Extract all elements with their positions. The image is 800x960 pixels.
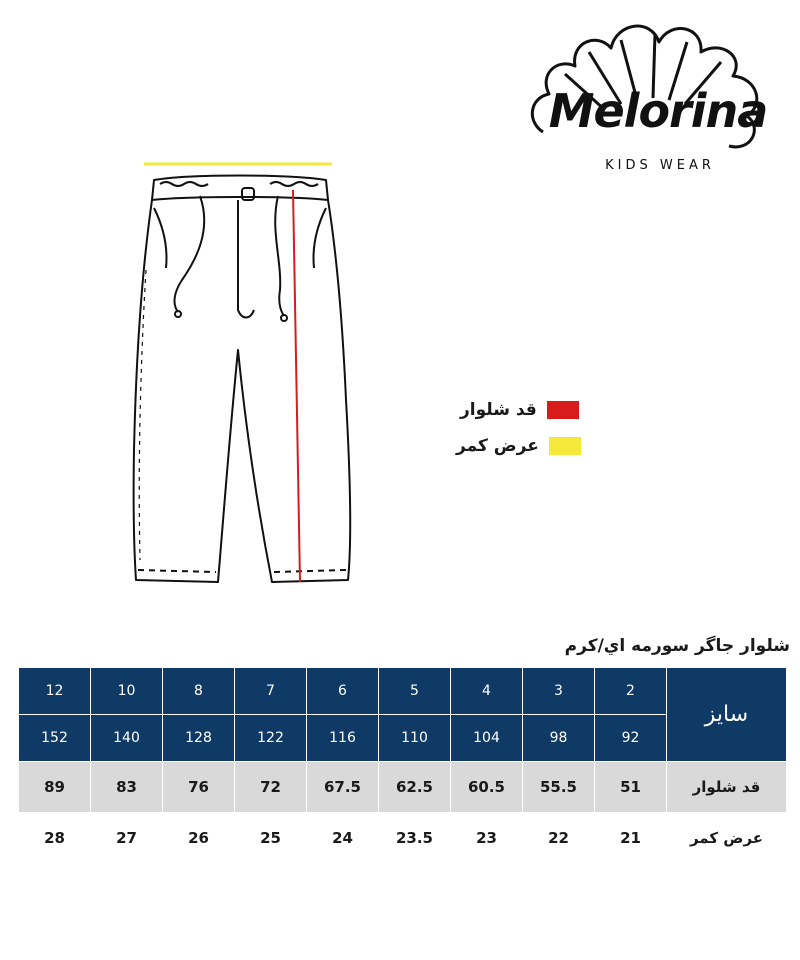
height-cell: 110 [379,715,451,762]
waist-cell: 22 [523,813,595,864]
waist-cell: 23.5 [379,813,451,864]
waist-cell: 25 [235,813,307,864]
size-header-label: سایز [667,668,787,762]
size-cell: 2 [595,668,667,715]
waist-cell: 23 [451,813,523,864]
length-cell: 76 [163,762,235,813]
legend-swatch-yellow [549,437,581,455]
size-cell: 12 [19,668,91,715]
length-cell: 55.5 [523,762,595,813]
table-row-waist [19,813,787,864]
height-cell: 128 [163,715,235,762]
legend-label-waist: عرض کمر [456,436,539,456]
height-cell: 140 [91,715,163,762]
length-cell: 62.5 [379,762,451,813]
height-cell: 104 [451,715,523,762]
waist-cell: 26 [163,813,235,864]
pants-diagram-icon [120,150,360,595]
row-label-length: قد شلوار [667,762,787,813]
length-cell: 83 [91,762,163,813]
brand-tagline: KIDS WEAR [605,158,715,173]
height-cell: 98 [523,715,595,762]
length-measure-line [293,190,300,582]
size-cell: 7 [235,668,307,715]
row-label-waist: عرض کمر [667,813,787,864]
length-cell: 67.5 [307,762,379,813]
size-table [18,667,787,864]
length-cell: 60.5 [451,762,523,813]
legend-swatch-red [547,401,579,419]
height-cell: 92 [595,715,667,762]
size-cell: 6 [307,668,379,715]
brand-name: Melorina [548,84,768,138]
height-cell: 116 [307,715,379,762]
size-cell: 4 [451,668,523,715]
waist-cell: 27 [91,813,163,864]
length-cell: 72 [235,762,307,813]
waist-cell: 28 [19,813,91,864]
product-title: شلوار جاگر سورمه اي/کرم [564,636,790,656]
legend-item-waist [456,436,581,456]
legend-item-length [460,400,579,420]
height-cell: 122 [235,715,307,762]
size-cell: 5 [379,668,451,715]
height-cell: 152 [19,715,91,762]
size-cell: 10 [91,668,163,715]
size-cell: 3 [523,668,595,715]
waist-cell: 21 [595,813,667,864]
pants-illustration [120,150,360,595]
length-cell: 89 [19,762,91,813]
table-row-sizes [19,668,787,715]
table-row-length [19,762,787,813]
legend-label-length: قد شلوار [460,400,537,420]
size-cell: 8 [163,668,235,715]
waist-cell: 24 [307,813,379,864]
brand-logo [525,12,775,182]
length-cell: 51 [595,762,667,813]
